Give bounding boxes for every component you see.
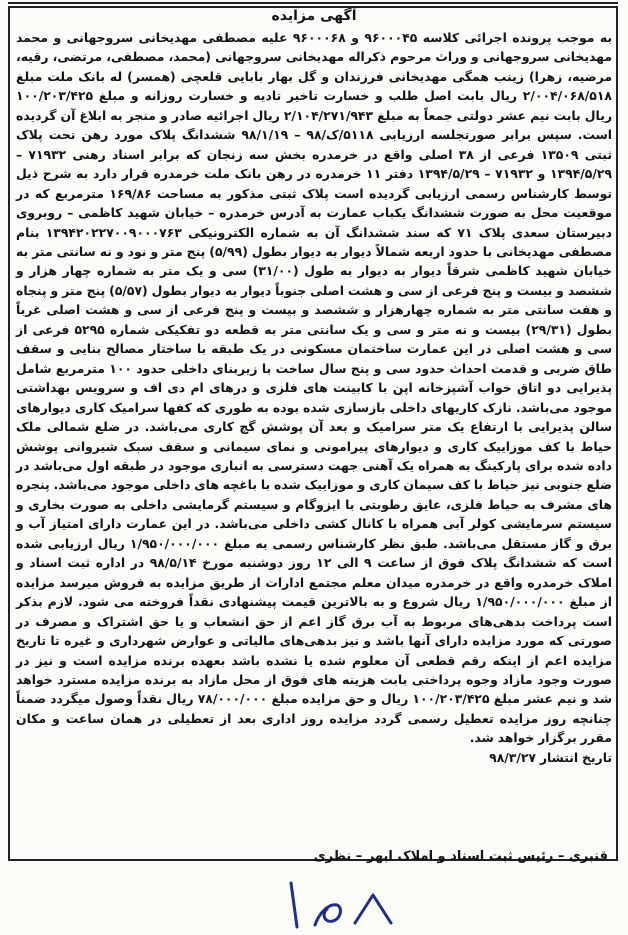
- publish-date: تاریخ انتشار ۹۸/۳/۲۷: [489, 749, 612, 765]
- signature-line: قنبری – رئیس ثبت اسناد و املاک ابهر – نظری: [313, 849, 608, 864]
- notice-body: [16, 28, 612, 767]
- notice-paragraph: به موجب پرونده اجرائی کلاسه ۹۶۰۰۰۴۵ و ۹۶۰۰۰۶۸ علیه مصطفی مهدیخانی سروجهانی و محمد مهدیخانی سروجهانی و وراث مرحوم ذکراله مهدیخانی سروجهانی (محمد، مصطفی، مرتضی، رقیه، مرضیه، زهرا) زینب همگی مهدیخانی فرزندان و گل بهار بابایی قلعچی (همسر) له بانک ملت مبلغ ۲/۰۰۴/۰۶۸/۵۱۸ ریال بابت اصل طلب و خسارت تاخیر تادیه و خسارت روزانه و مبلغ ۱۰۰/۲۰۳/۴۲۵ ریال بابت نیم عشر دولتی جمعاً به مبلغ ۲/۱۰۴/۲۷۱/۹۴۳ ریال اجرائیه صادر و منجر به ابلاغ آن گردیده است. سپس برابر صورتجلسه ارزیابی ۵۱۱۸/ک/۹۸ – ۹۸/۱/۱۹ ششدانگ پلاک مورد رهن تحت پلاک ثبتی ۱۳۵۰۹ فرعی از ۳۸ اصلی واقع در خرمدره بخش سه زنجان که برابر اسناد رهنی ۷۱۹۳۲ – ۱۳۹۴/۵/۲۹ و ۷۱۹۳۲ – ۱۳۹۴/۵/۲۹ دفتر ۱۱ خرمدره در رهن بانک ملت خرمدره قرار دارد به شرح ذیل توسط کارشناس رسمی ارزیابی گردیده است پلاک ثبتی مذکور به مساحت ۱۶۹/۸۶ مترمربع که در موقعیت محل به صورت ششدانگ یکباب عمارت به آدرس خرمدره – خیابان شهید کاظمی – روبروی دبیرستان سعدی پلاک ۷۱ که سند ششدانگ آن به شماره الکترونیکی ۱۳۹۴۲۰۲۲۷۰۰۹۰۰۰۷۶۳ بنام مصطفی مهدیخانی با حدود اربعه شمالاً دیوار به دیوار بطول (۵/۹۹) پنج متر و نود و نه سانتی متر به خیابان شهید کاظمی شرقاً دیوار به دیوار به طول (۳۱/۰۰) سی و یک متر به شماره چهار هزار و ششصد و بیست و پنج فرعی از سی و هشت اصلی جنوباً دیوار به دیوار بطول (۵/۵۷) پنج متر و پنجاه و هفت سانتی متر به شماره چهارهزار و ششصد و بیست و پنج فرعی از سی و هشت اصلی غرباً بطول (۲۹/۳۱) بیست و نه متر و سی و یک سانتی متر به قطعه دو تفکیکی شماره ۵۲۹۵ فرعی از سی و هشت اصلی در این عمارت ساختمان مسکونی در یک طبقه با ساختار مصالح بنایی و سقف طاق ضربی و قدمت احداث حدود سی و پنج سال ساخت با زیربنای داخلی حدود ۱۰۰ مترمربع شامل پذیرایی دو اتاق خواب آشپزخانه اپن با کابینت های فلزی و درهای ام دی اف و سرویس بهداشتی موجود می‌باشد. نازک کاریهای داخلی بازسازی شده بوده به طوری که کفها سرامیک کاری دیوارهای سالن پذیرایی با ارتفاع یک متر سرامیک و بعد آن پوشش گچ کاری می‌باشد. در ضلع شمالی ملک حیاط با کف موزاییک کاری و دیوارهای پیرامونی و نمای سیمانی و سقف سبک شیروانی پوشش داده شده برای پارکینگ به همراه یک آهنی جهت دسترسی به انباری موجود در طبقه اول می‌باشد در ضلع جنوبی نیز حیاط با کف سیمان کاری و موزاییک شده با باغچه های داخلی موجود می‌باشد. پنجره های مشرف به حیاط فلزی، عایق رطوبتی با ایزوگام و سیستم گرمایشی داخلی به صورت بخاری و سیستم سرمایشی کولر آبی همراه با کانال کشی داخلی می‌باشد. در این عمارت دارای امتیاز آب و برق و گاز مستقل می‌باشد. طبق نظر کارشناس رسمی به مبلغ ۱/۹۵۰/۰۰۰/۰۰۰ ریال ارزیابی شده است که ششدانگ پلاک فوق از ساعت ۹ الی ۱۲ روز دوشنبه مورخ ۹۸/۵/۱۴ در اداره ثبت اسناد و املاک خرمدره واقع در خرمدره میدان معلم مجتمع ادارات از طریق مزایده به فروش میرسد مزایده از مبلغ ۱/۹۵۰/۰۰۰/۰۰۰ ریال شروع و به بالاترین قیمت پیشنهادی نقداً فروخته می شود. لازم بذکر است پرداخت بدهی‌های مربوط به آب برق گاز اعم از حق انشعاب و یا حق اشتراک و مصرف در صورتی که مورد مزایده دارای آنها باشد و نیز بدهی‌های مالیاتی و عوارض شهرداری و غیره تا تاریخ مزایده اعم از اینکه رقم قطعی آن معلوم شده یا نشده باشد بعهده برنده مزایده است و نیز در صورت وجود مازاد وجوه پرداختی بابت هزینه های فوق از محل مازاد به برنده مزایده مسترد خواهد شد و نیم عشر مبلغ ۱۰۰/۲۰۳/۴۲۵ ریال و حق مزایده مبلغ ۷۸/۰۰۰/۰۰۰ ریال نقداً وصول میگردد ضمناً چنانچه روز مزایده تعطیل رسمی گردد مزایده روز اداری بعد از تعطیلی در همان ساعت و مکان مقرر برگزار خواهد شد.: [16, 30, 613, 746]
- notice-title: آگهی مزایده: [271, 8, 357, 24]
- handwritten-annotation: [285, 875, 405, 935]
